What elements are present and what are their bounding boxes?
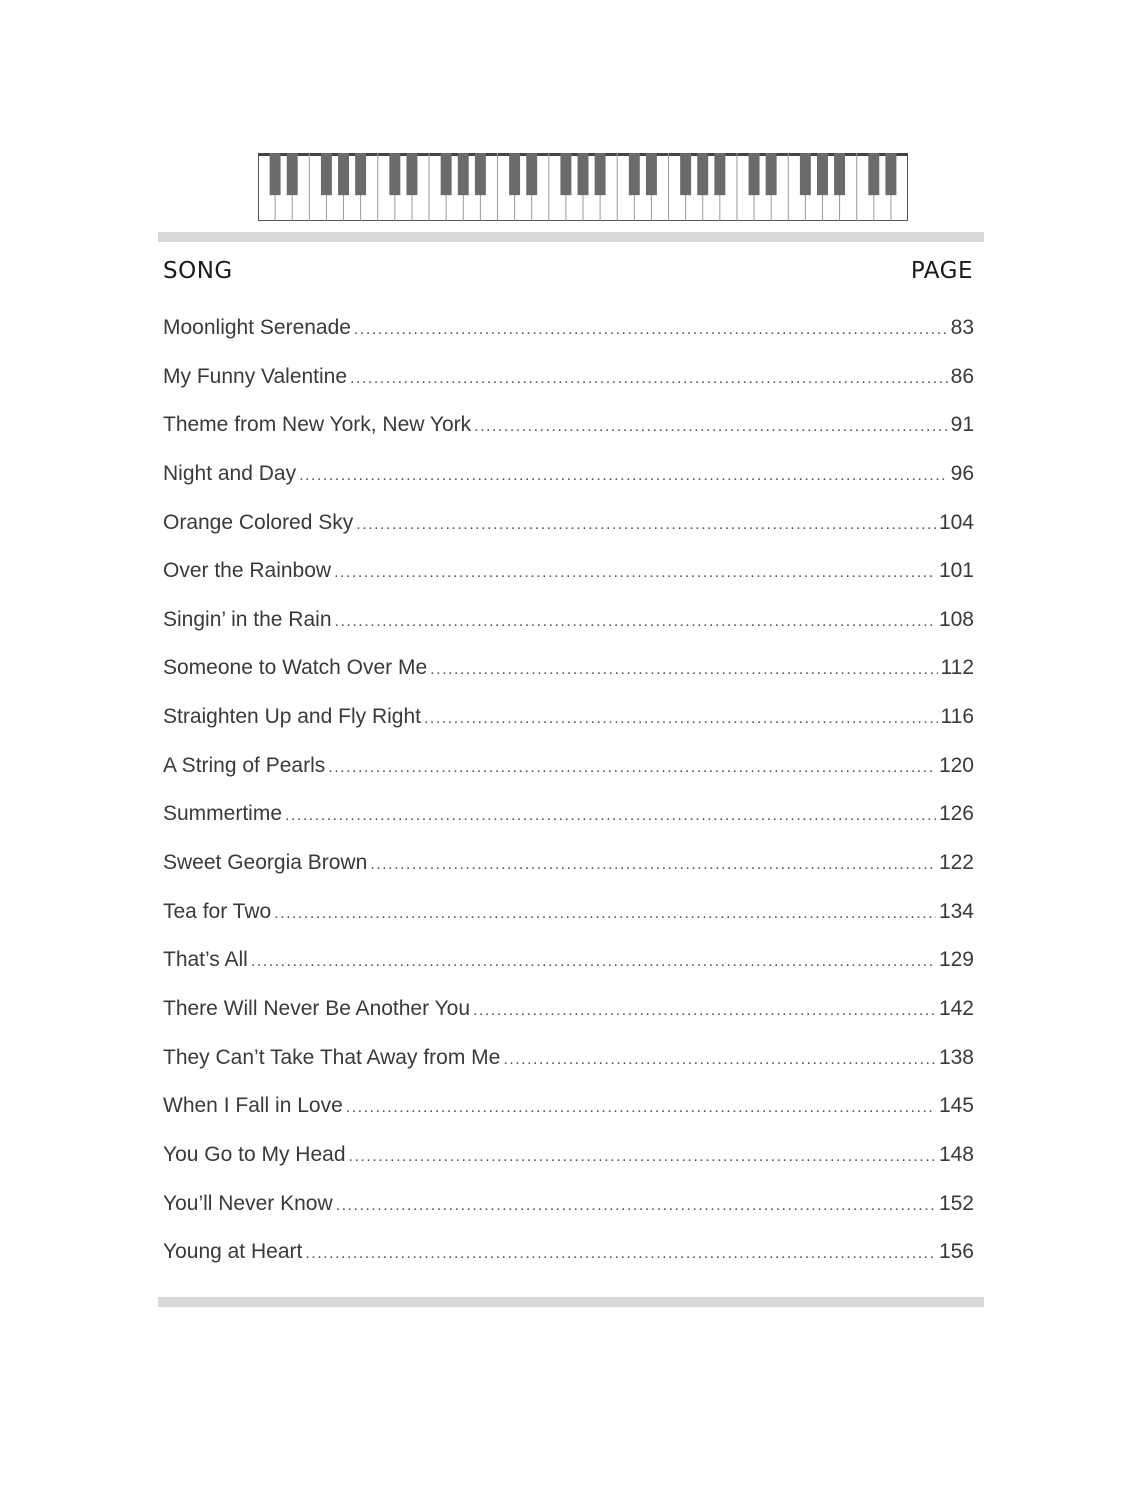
dot-leader [473,993,936,1029]
top-rule [158,232,984,242]
dot-leader [356,507,936,543]
toc-entry [163,1137,974,1186]
piano-keyboard-icon [258,153,908,221]
page-number: 112 [940,656,974,680]
table-of-contents [163,310,974,1283]
page-column-heading: PAGE [910,258,973,284]
page-number: 116 [940,705,974,729]
page-number: 83 [950,316,974,339]
song-title: There Will Never Be Another You [163,996,471,1020]
dot-leader [285,798,936,834]
dot-leader [349,1139,936,1175]
page-number: 101 [938,559,974,583]
toc-entry [163,1234,974,1283]
page-number: 108 [938,607,974,631]
song-title: Sweet Georgia Brown [163,851,368,875]
dot-leader [334,555,936,591]
dot-leader [474,409,948,445]
page-number: 152 [938,1191,974,1215]
dot-leader [503,1042,936,1078]
page-number: 86 [950,364,974,388]
page-number: 122 [938,851,974,875]
toc-entry [163,650,974,699]
page-number: 96 [950,461,974,485]
song-title: You Go to My Head [163,1142,346,1166]
dot-leader [336,1188,936,1224]
toc-entry [163,1186,974,1235]
song-title: Young at Heart [163,1240,303,1264]
song-title: Theme from New York, New York [163,413,472,437]
dot-leader [350,361,948,397]
page-number: 138 [938,1045,974,1069]
toc-entry [163,505,974,554]
toc-entry [163,942,974,991]
dot-leader [335,604,936,640]
toc-entry [163,748,974,797]
song-title: They Can’t Take That Away from Me [163,1045,501,1069]
bottom-rule [158,1297,984,1307]
song-title: Singin’ in the Rain [163,607,332,631]
page-number: 134 [938,899,974,923]
song-title: Orange Colored Sky [163,510,354,534]
toc-entry [163,991,974,1040]
song-title: Tea for Two [163,899,272,923]
page-number: 104 [938,510,974,534]
toc-entry [163,796,974,845]
toc-entry [163,310,974,359]
toc-entry [163,845,974,894]
dot-leader [251,944,936,980]
toc-entry [163,553,974,602]
song-title: Straighten Up and Fly Right [163,705,421,729]
song-title: Moonlight Serenade [163,316,351,339]
toc-entry [163,699,974,748]
song-title: Summertime [163,802,283,826]
dot-leader [274,896,936,932]
song-column-heading: SONG [163,258,233,284]
page-number: 129 [938,948,974,972]
song-title: Someone to Watch Over Me [163,656,428,680]
dot-leader [430,652,937,688]
dot-leader [305,1236,936,1272]
toc-entry [163,1088,974,1137]
song-title: You’ll Never Know [163,1191,333,1215]
dot-leader [299,458,948,494]
song-title: Over the Rainbow [163,559,332,583]
page-number: 148 [938,1142,974,1166]
toc-entry [163,1040,974,1089]
page-number: 156 [938,1240,974,1264]
song-title: My Funny Valentine [163,364,348,388]
dot-leader [354,312,948,348]
page-number: 91 [950,413,974,437]
toc-entry [163,602,974,651]
toc-entry [163,407,974,456]
page-number: 142 [938,996,974,1020]
song-title: A String of Pearls [163,753,326,777]
dot-leader [328,750,936,786]
dot-leader [424,701,938,737]
song-title: When I Fall in Love [163,1094,343,1118]
page-number: 145 [938,1094,974,1118]
dot-leader [346,1090,936,1126]
toc-entry [163,359,974,408]
page-number: 120 [938,753,974,777]
toc-entry [163,894,974,943]
toc-entry [163,456,974,505]
song-title: That’s All [163,948,248,972]
page-number: 126 [938,802,974,826]
dot-leader [370,847,936,883]
song-title: Night and Day [163,461,297,485]
